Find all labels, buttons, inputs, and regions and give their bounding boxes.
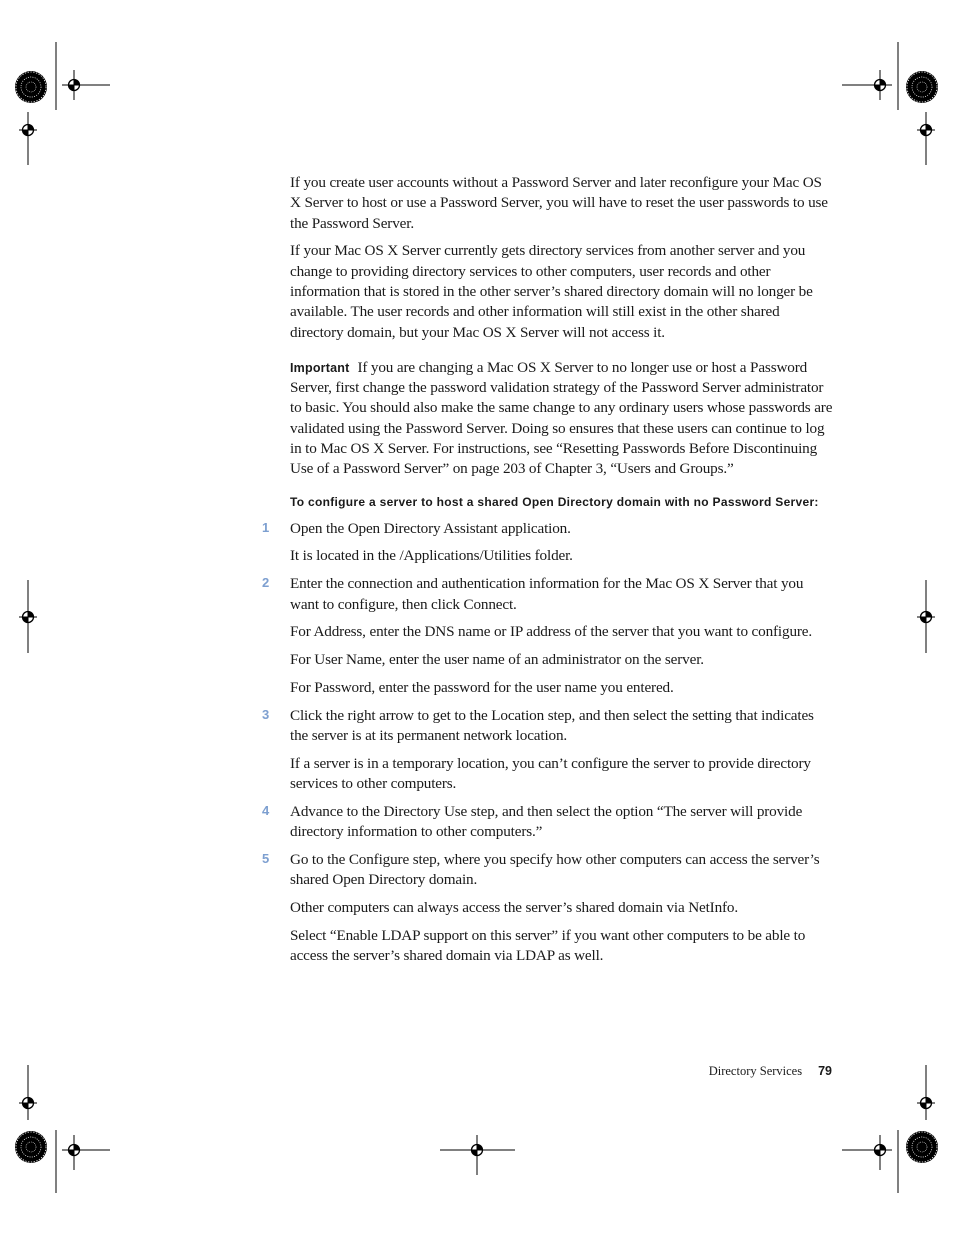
task-heading: To configure a server to host a shared Open Directory domain with no Password Server: [290, 494, 819, 509]
step-note: For Address, enter the DNS name or IP address of the server that you want to configure. [290, 623, 813, 641]
body-paragraph: If you create user accounts without a Password Server and later reconfigure your Mac OS X Server to host or use a Password Server, you will have to reset the user passwords to use the Password Server. [290, 174, 828, 232]
step-text: Open the Open Directory Assistant application. [290, 519, 571, 537]
page-content [262, 173, 835, 974]
step-note: Other computers can always access the server’s shared domain via NetInfo. [290, 899, 739, 917]
step-2 [262, 574, 835, 615]
step-text: Click the right arrow to get to the Location step, and then select the setting that indicates the server is at its permanent network location. [290, 706, 814, 745]
body-paragraph: If your Mac OS X Server currently gets directory services from another server and you change to providing directory services to other computers, user records and other information that is stored in the other server’s shared directory domain will no longer be available. The user records and other information will still exist in the other shared directory domain, but your Mac OS X Server will not access it. [290, 242, 813, 341]
step-5 [262, 850, 835, 891]
footer-section-title: Directory Services [708, 1064, 803, 1078]
step-text: Enter the connection and authentication information for the Mac OS X Server that you want to configure, then click Connect. [290, 575, 804, 613]
step-text: Advance to the Directory Use step, and then select the option “The server will provide directory information to other computers.” [290, 802, 803, 841]
step-note: For Password, enter the password for the user name you entered. [290, 678, 674, 696]
step-number: 1 [262, 519, 270, 535]
step-number: 3 [262, 706, 270, 722]
star-target-top-left [15, 71, 47, 103]
step-number: 2 [262, 575, 270, 591]
step-text: Go to the Configure step, where you specify how other computers can access the server’s shared Open Directory domain. [290, 851, 820, 889]
page-footer [709, 1064, 832, 1079]
step-note: If a server is in a temporary location, you can’t configure the server to provide directory services to other computers. [290, 754, 811, 793]
step-1 [262, 519, 835, 539]
star-target-bottom-right [906, 1131, 938, 1163]
important-text: If you are changing a Mac OS X Server to no longer use or host a Password Server, first change the password validation strategy of the Password Server administrator to basic. You should also make the same change to any ordinary users whose passwords are validated using the Password Server. Doing so ensures that these users can continue to log in to Mac OS X Server. For instructions, see “Resetting Passwords Before Discontinuing Use of a Password Server” on page 203 of Chapter 3, “Users and Groups.” [290, 358, 833, 478]
page-number: 79 [818, 1064, 832, 1078]
step-note: It is located in the /Applications/Utilities folder. [290, 547, 573, 565]
step-note: Select “Enable LDAP support on this server” if you want other computers to be able to access the server’s shared domain via LDAP as well. [290, 926, 806, 965]
star-target-top-right [906, 71, 938, 103]
step-note: For User Name, enter the user name of an administrator on the server. [290, 651, 704, 669]
step-3 [262, 706, 835, 747]
step-4 [262, 802, 835, 843]
important-label: Important [290, 360, 350, 375]
step-number: 4 [262, 802, 270, 818]
step-number: 5 [262, 851, 270, 867]
star-target-bottom-left [15, 1131, 47, 1163]
important-note [290, 358, 835, 480]
